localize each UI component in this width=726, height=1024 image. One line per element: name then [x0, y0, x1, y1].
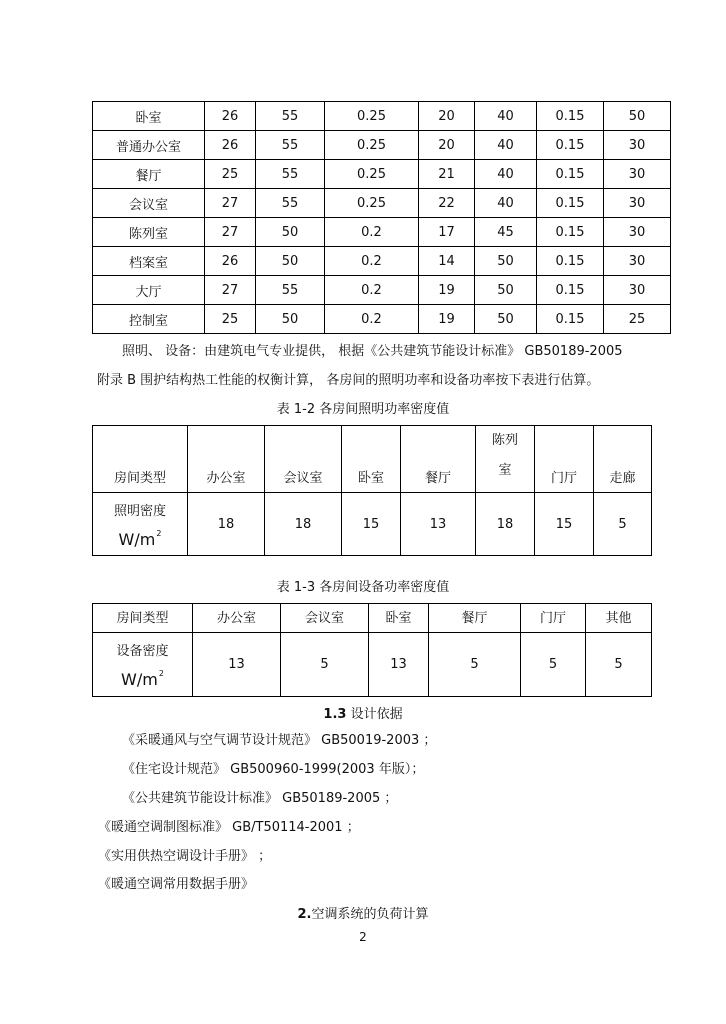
row-label-equipment	[93, 633, 193, 697]
header-room-type: 房间类型	[93, 426, 188, 493]
table-cell: 50	[256, 305, 325, 334]
header-bedroom: 卧室	[369, 604, 429, 633]
table-row	[93, 102, 671, 131]
table-row	[93, 189, 671, 218]
table-cell: 55	[256, 131, 325, 160]
table-cell: 5	[586, 633, 652, 697]
section-1-3-title: 设计依据	[346, 707, 403, 722]
table-cell: 40	[475, 160, 537, 189]
table-cell: 25	[205, 160, 256, 189]
page-number: 2	[359, 930, 367, 944]
table-row	[93, 160, 671, 189]
room-name-cell: 控制室	[93, 305, 205, 334]
table-row	[93, 305, 671, 334]
table-cell: 19	[419, 276, 475, 305]
table-cell: 5	[521, 633, 586, 697]
table-row	[93, 247, 671, 276]
header-room-type: 房间类型	[93, 604, 193, 633]
equipment-density-label: 设备密度	[116, 644, 169, 659]
lighting-density-label: 照明密度	[113, 503, 166, 519]
table-cell: 21	[419, 160, 475, 189]
table-cell: 5	[429, 633, 521, 697]
table-cell: 26	[205, 247, 256, 276]
unit-wm2	[93, 529, 187, 549]
table-cell: 30	[604, 247, 671, 276]
section-1-3-number: 1.3	[323, 707, 347, 722]
header-exhibition-part2: 室	[498, 463, 512, 478]
reference-item: 《公共建筑节能设计标准》 GB50189-2005 ；	[122, 791, 398, 806]
reference-item: 《暖通空调制图标准》 GB/T50114-2001 ；	[98, 820, 360, 835]
room-name-cell: 会议室	[93, 189, 205, 218]
table-cell: 14	[419, 247, 475, 276]
table-cell: 0.25	[325, 160, 419, 189]
table-cell: 0.15	[537, 189, 604, 218]
table-cell: 30	[604, 131, 671, 160]
unit-text: W/m	[121, 670, 158, 689]
table-cell: 50	[475, 305, 537, 334]
header-exhibition-part1: 陈列	[491, 433, 518, 448]
reference-item: 《实用供热空调设计手册》 ；	[98, 849, 272, 864]
header-meeting-room: 会议室	[265, 426, 342, 493]
table-cell: 0.2	[325, 276, 419, 305]
section-2-number: 2.	[297, 907, 312, 922]
table-cell: 18	[265, 493, 342, 556]
header-corridor: 走廊	[594, 426, 652, 493]
table-cell: 0.25	[325, 102, 419, 131]
table-cell: 0.15	[537, 305, 604, 334]
table-cell: 5	[281, 633, 369, 697]
table-cell: 19	[419, 305, 475, 334]
header-exhibition	[476, 426, 535, 493]
table-cell: 0.25	[325, 131, 419, 160]
unit-wm2	[93, 669, 192, 689]
table-cell: 26	[205, 131, 256, 160]
table-cell: 13	[193, 633, 281, 697]
header-bedroom: 卧室	[342, 426, 401, 493]
reference-item: 《住宅设计规范》 GB500960-1999(2003 年版）；	[122, 762, 425, 777]
header-office: 办公室	[188, 426, 265, 493]
section-2-heading	[0, 903, 726, 922]
table-cell: 0.2	[325, 218, 419, 247]
paragraph-line-1: 照明、 设备：由建筑电气专业提供， 根据《公共建筑节能设计标准》 GB50189-2005	[122, 344, 623, 359]
unit-superscript: 2	[156, 528, 162, 538]
table-cell: 50	[256, 218, 325, 247]
reference-item: 《采暖通风与空气调节设计规范》 GB50019-2003 ；	[122, 733, 437, 748]
room-name-cell: 卧室	[93, 102, 205, 131]
table-cell: 13	[369, 633, 429, 697]
table-row	[93, 218, 671, 247]
header-dining: 餐厅	[401, 426, 476, 493]
table-cell: 0.15	[537, 218, 604, 247]
lighting-density-table	[92, 425, 652, 556]
table-cell: 0.15	[537, 247, 604, 276]
table-cell: 20	[419, 131, 475, 160]
equipment-density-table	[92, 603, 652, 697]
table-cell: 18	[476, 493, 535, 556]
table-cell: 40	[475, 102, 537, 131]
table-1-2-caption: 表 1-2 各房间照明功率密度值	[276, 402, 450, 417]
table-cell: 25	[205, 305, 256, 334]
table-cell: 50	[475, 247, 537, 276]
row-label-lighting	[93, 493, 188, 556]
table-cell: 27	[205, 218, 256, 247]
table-cell: 18	[188, 493, 265, 556]
table-cell: 50	[604, 102, 671, 131]
table-cell: 22	[419, 189, 475, 218]
paragraph-line-2: 附录 B 围护结构热工性能的权衡计算， 各房间的照明功率和设备功率按下表进行估算。	[97, 373, 600, 388]
table-cell: 50	[256, 247, 325, 276]
table-cell: 45	[475, 218, 537, 247]
table-cell: 30	[604, 189, 671, 218]
section-2-title: 空调系统的负荷计算	[311, 907, 429, 922]
room-name-cell: 档案室	[93, 247, 205, 276]
room-name-cell: 餐厅	[93, 160, 205, 189]
table-cell: 0.15	[537, 131, 604, 160]
unit-superscript: 2	[158, 669, 164, 678]
table-cell: 0.15	[537, 102, 604, 131]
table-cell: 0.15	[537, 160, 604, 189]
table-cell: 55	[256, 189, 325, 218]
header-dining: 餐厅	[429, 604, 521, 633]
header-lobby: 门厅	[535, 426, 594, 493]
table-1-3-caption: 表 1-3 各房间设备功率密度值	[276, 580, 450, 595]
table-cell: 15	[535, 493, 594, 556]
table-row	[93, 276, 671, 305]
table-cell: 25	[604, 305, 671, 334]
table-cell: 13	[401, 493, 476, 556]
table-cell: 30	[604, 160, 671, 189]
table-cell: 5	[594, 493, 652, 556]
room-name-cell: 普通办公室	[93, 131, 205, 160]
table-cell: 40	[475, 131, 537, 160]
room-parameters-table	[92, 101, 671, 334]
table-row	[93, 131, 671, 160]
header-office: 办公室	[193, 604, 281, 633]
unit-text: W/m	[118, 529, 156, 549]
room-name-cell: 大厅	[93, 276, 205, 305]
section-1-3-heading	[0, 703, 726, 722]
table-cell: 55	[256, 102, 325, 131]
table-cell: 27	[205, 276, 256, 305]
table-cell: 55	[256, 160, 325, 189]
table-cell: 0.2	[325, 247, 419, 276]
table-cell: 50	[475, 276, 537, 305]
reference-item: 《暖通空调常用数据手册》	[98, 877, 255, 892]
table-cell: 20	[419, 102, 475, 131]
header-lobby: 门厅	[521, 604, 586, 633]
table-cell: 0.25	[325, 189, 419, 218]
table-cell: 15	[342, 493, 401, 556]
table-cell: 40	[475, 189, 537, 218]
table-cell: 30	[604, 276, 671, 305]
table-cell: 55	[256, 276, 325, 305]
table-cell: 30	[604, 218, 671, 247]
table-cell: 17	[419, 218, 475, 247]
table-cell: 27	[205, 189, 256, 218]
table-cell: 0.2	[325, 305, 419, 334]
room-name-cell: 陈列室	[93, 218, 205, 247]
table-cell: 26	[205, 102, 256, 131]
table-cell: 0.15	[537, 276, 604, 305]
header-meeting-room: 会议室	[281, 604, 369, 633]
header-other: 其他	[586, 604, 652, 633]
